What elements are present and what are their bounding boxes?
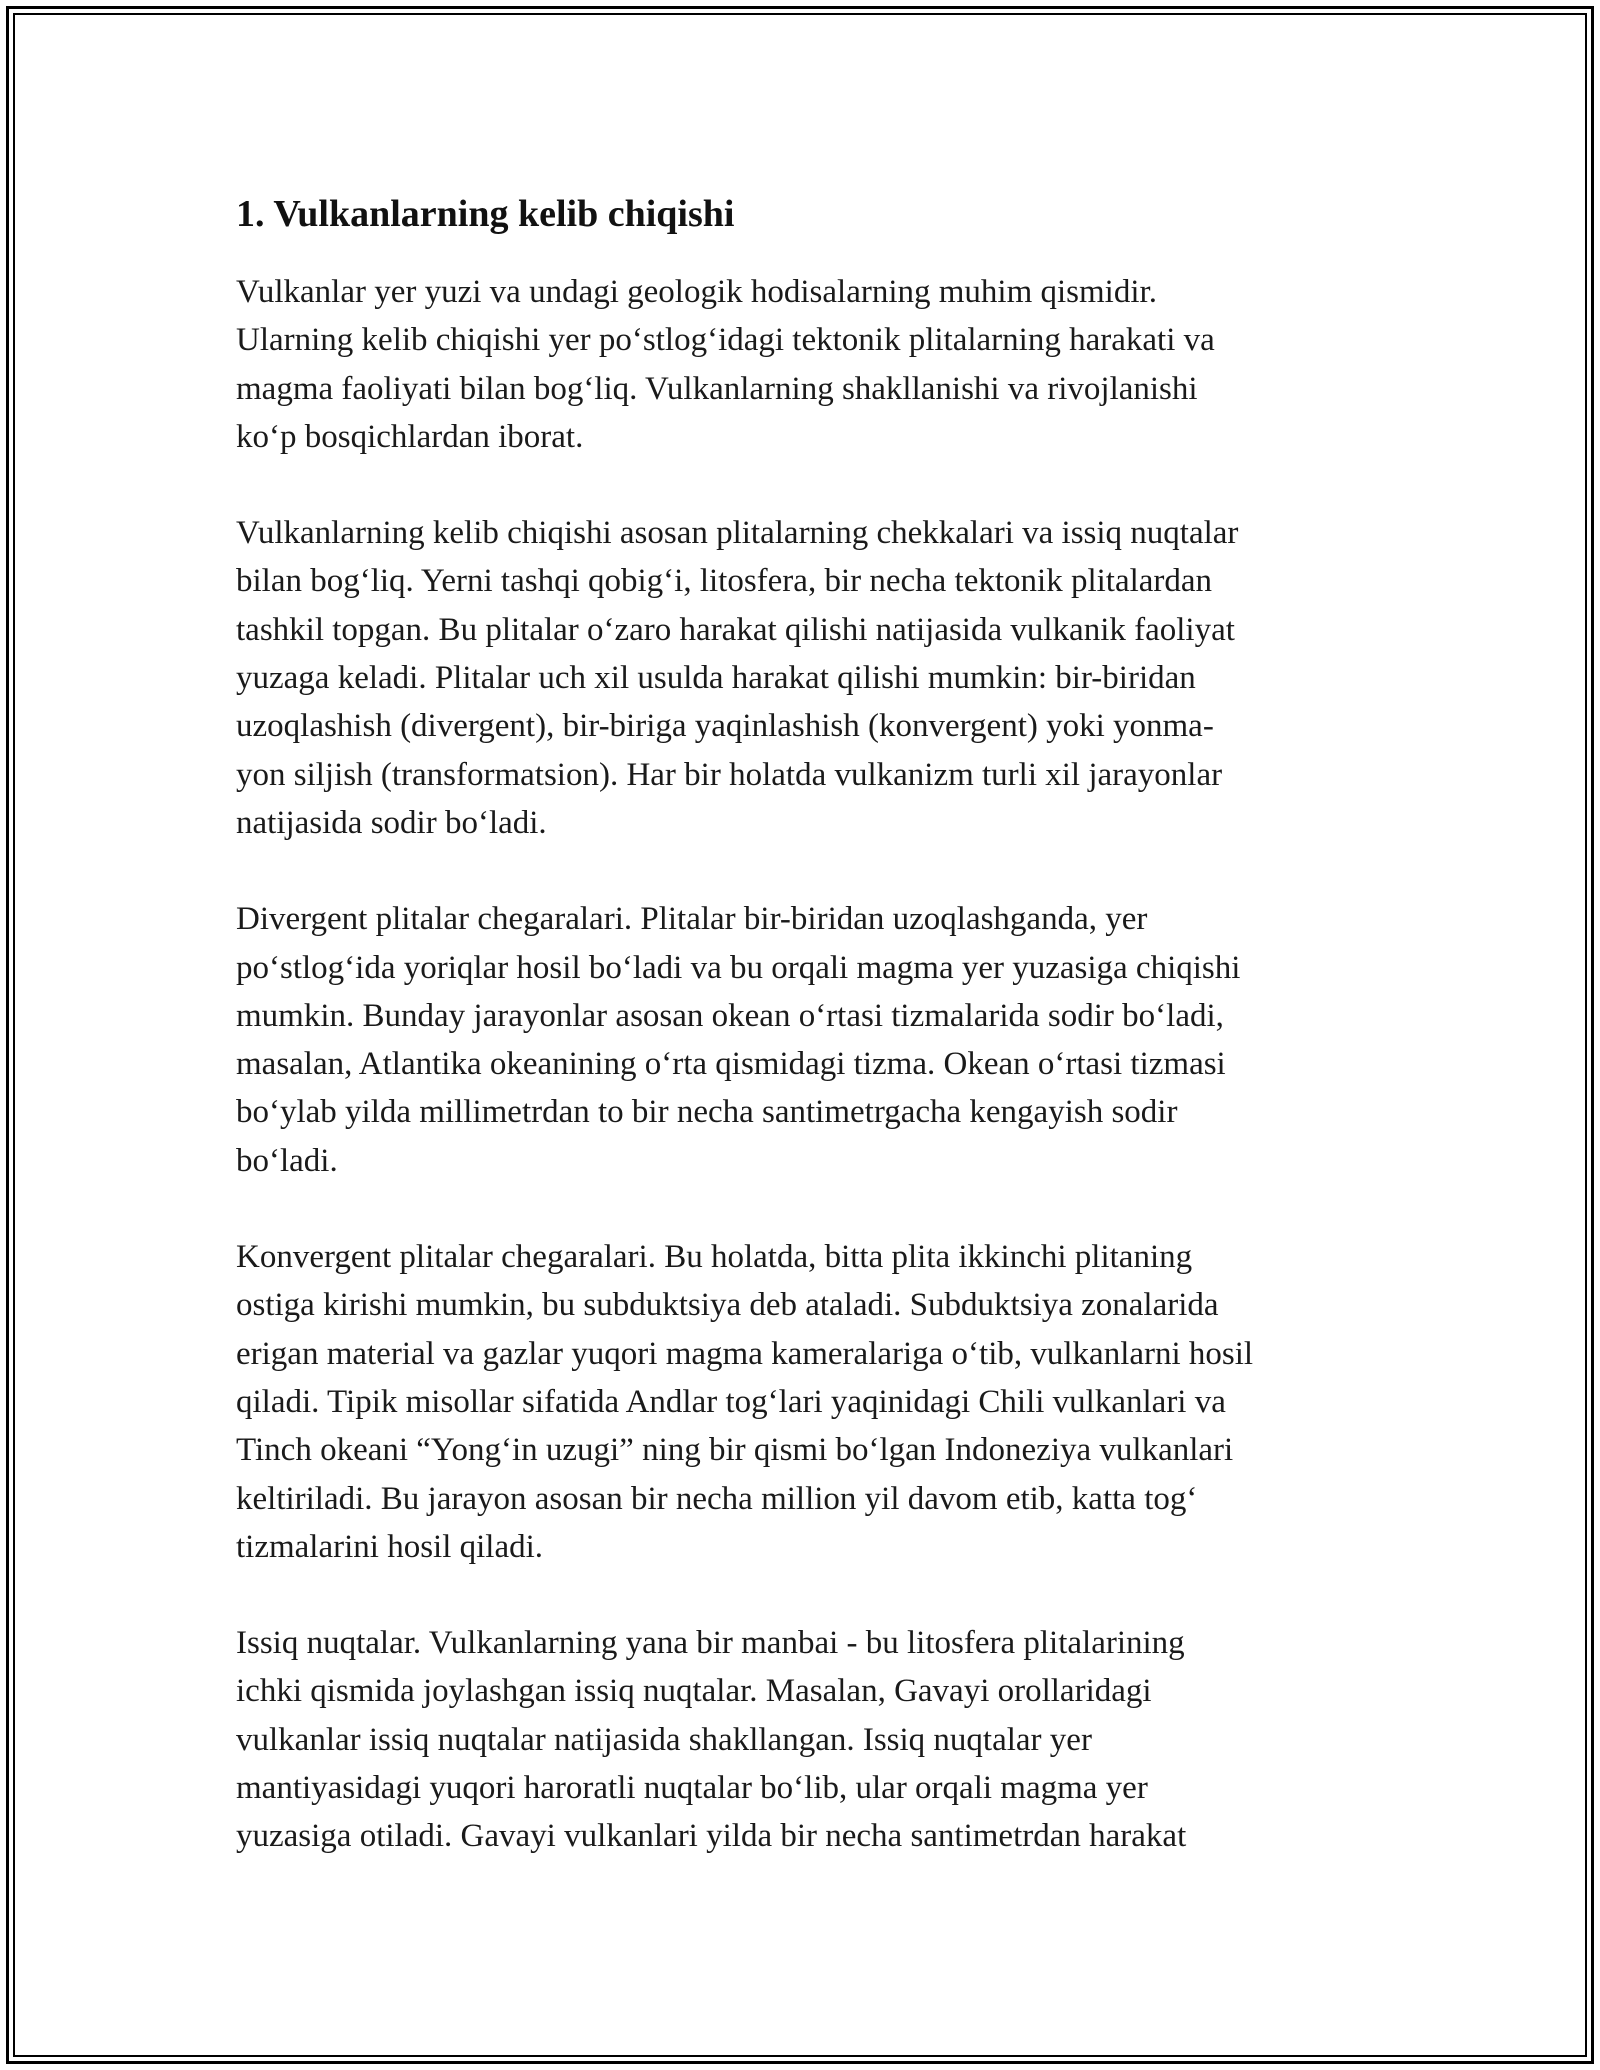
paragraph-intro: Vulkanlar yer yuzi va undagi geologik hodisalarning muhim qismidir. Ularning kelib chiqishi yer po‘stlog‘idagi tektonik plitalarning harakati va magma faoliyati bilan bog‘liq. Vulkanlarning shakllanishi va rivojlanishi ko‘p bosqichlardan iborat. [236,274,1215,455]
section-heading: 1. Vulkanlarning kelib chiqishi [236,193,735,235]
document-body [236,188,1376,1909]
paragraph-hotspots: Issiq nuqtalar. Vulkanlarning yana bir manbai - bu litosfera plitalarining ichki qismida joylashgan issiq nuqtalar. Masalan, Gavayi orollaridagi vulkanlar issiq nuqtalar natijasida shakllangan. Issiq nuqtalar yer mantiyasidagi yuqori haroratli nuqtalar bo‘lib, ular orqali magma yer yuzasiga otiladi. Gavayi vulkanlari yilda bir necha santimetrdan harakat [236,1625,1187,1855]
paragraph-plate-boundaries: Vulkanlarning kelib chiqishi asosan plitalarning chekkalari va issiq nuqtalar bilan bog‘liq. Yerni tashqi qobig‘i, litosfera, bir necha tektonik plitalardan tashkil topgan. Bu plitalar o‘zaro harakat qilishi natijasida vulkanik faoliyat yuzaga keladi. Plitalar uch xil usulda harakat qilishi mumkin: bir-biridan uzoqlashish (divergent), bir-biriga yaqinlashish (konvergent) yoki yonma- yon siljish (transformatsion). Har bir holatda vulkanizm turli xil jarayonlar natijasida sodir bo‘ladi. [236,515,1239,841]
paragraph-convergent: Konvergent plitalar chegaralari. Bu holatda, bitta plita ikkinchi plitaning ostiga kirishi mumkin, bu subduktsiya deb ataladi. Subduktsiya zonalarida erigan material va gazlar yuqori magma kameralariga o‘tib, vulkanlarni hosil qiladi. Tipik misollar sifatida Andlar tog‘lari yaqinidagi Chili vulkanlari va Tinch okeani “Yong‘in uzugi” ning bir qismi bo‘lgan Indoneziya vulkanlari keltiriladi. Bu jarayon asosan bir necha million yil davom etib, katta tog‘ tizmalarini hosil qiladi. [236,1239,1254,1565]
paragraph-divergent: Divergent plitalar chegaralari. Plitalar bir-biridan uzoqlashganda, yer po‘stlog‘ida yoriqlar hosil bo‘ladi va bu orqali magma yer yuzasiga chiqishi mumkin. Bunday jarayonlar asosan okean o‘rtasi tizmalarida sodir bo‘ladi, masalan, Atlantika okeanining o‘rta qismidagi tizma. Okean o‘rtasi tizmasi bo‘ylab yilda millimetrdan to bir necha santimetrgacha kengayish sodir bo‘ladi. [236,901,1241,1179]
